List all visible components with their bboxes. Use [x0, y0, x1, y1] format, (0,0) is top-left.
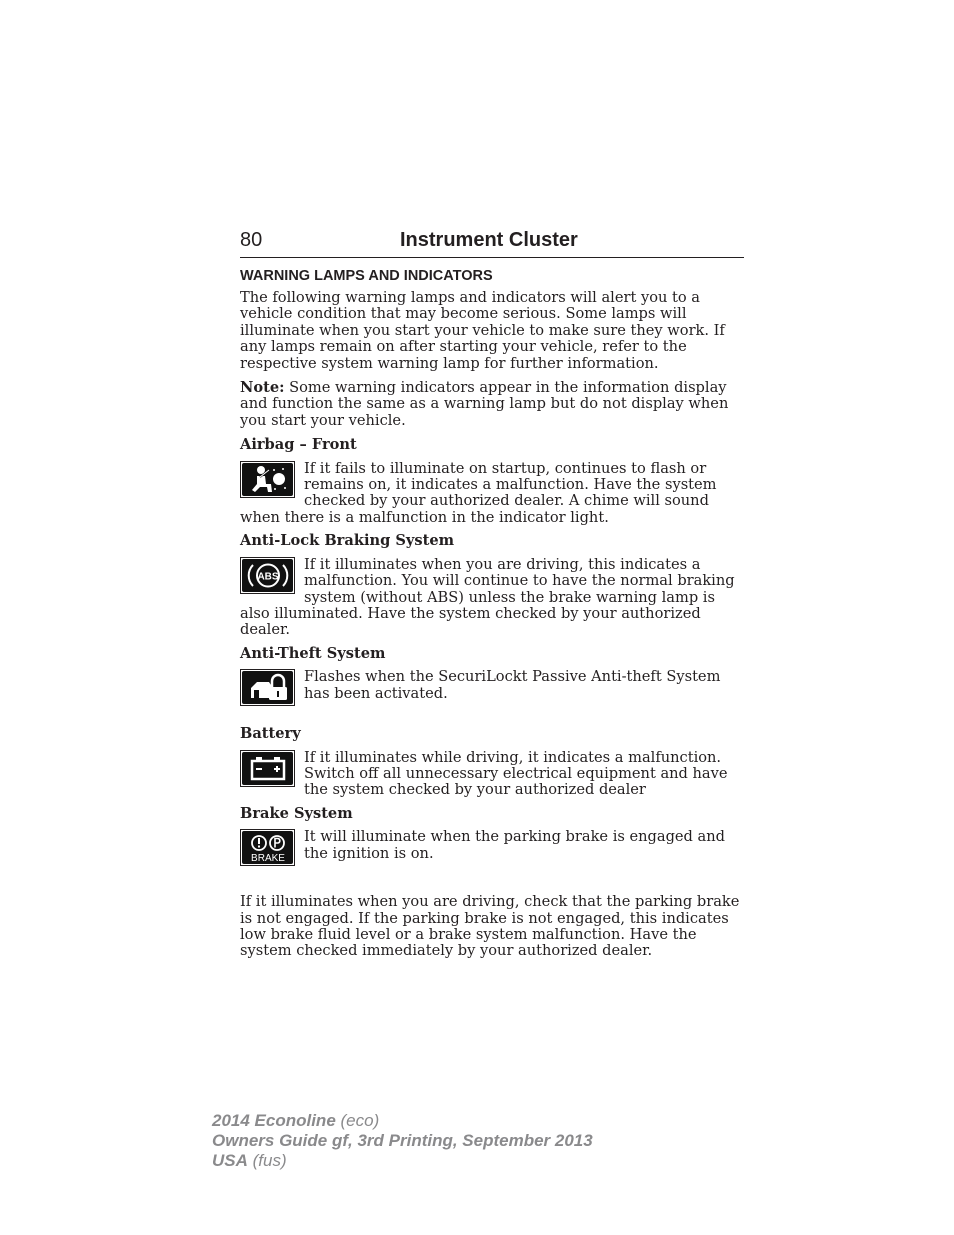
airbag-icon	[240, 461, 295, 498]
note-label: Note:	[240, 379, 285, 397]
airbag-entry	[240, 461, 744, 527]
airbag-text: If it fails to illuminate on startup, continues to flash or remains on, it indicates a malfunction. Have the system checked by your authorized dealer. A chime will sound when there is a malfunction in the indicator light.	[240, 460, 717, 526]
footer-market: USA	[212, 1151, 248, 1170]
note-paragraph	[240, 380, 744, 429]
anti-theft-lock-icon	[240, 669, 295, 706]
footer-model-code: (eco)	[335, 1111, 380, 1130]
abs-icon	[240, 557, 295, 594]
page-number: 80	[240, 229, 263, 251]
anti-theft-text: Flashes when the SecuriLockt Passive Anti-theft System has been activated.	[304, 669, 721, 702]
footer-market-code: (fus)	[247, 1151, 287, 1170]
brake-icon-label: BRAKE	[250, 852, 285, 864]
airbag-title: Airbag – Front	[240, 436, 357, 454]
chapter-title: Instrument Cluster	[400, 229, 578, 251]
brake-entry	[240, 829, 744, 868]
abs-icon-label: ABS	[256, 571, 279, 583]
footer-line-2: Owners Guide gf, 3rd Printing, September 2013	[212, 1131, 593, 1150]
battery-icon	[240, 750, 295, 787]
anti-theft-entry	[240, 669, 744, 708]
battery-entry	[240, 750, 744, 799]
brake-followup-paragraph: If it illuminates when you are driving, check that the parking brake is not engaged. If the parking brake is not engaged, this indicates low brake fluid level or a brake system malfunction. Have the system checked immediately by your authorized dealer.	[240, 893, 740, 960]
page-header	[240, 229, 744, 258]
note-text: Some warning indicators appear in the information display and function the same as a warning lamp but do not display when you start your vehicle.	[240, 379, 729, 429]
brake-text: It will illuminate when the parking brake is engaged and the ignition is on.	[304, 829, 725, 862]
brake-icon	[240, 829, 295, 866]
footer-model: 2014 Econoline	[212, 1111, 336, 1130]
anti-theft-title: Anti-Theft System	[240, 644, 386, 662]
abs-text: If it illuminates when you are driving, this indicates a malfunction. You will continue to have the normal braking system (without ABS) unless the brake warning lamp is also illuminated. Have the system checked by your authorized dealer.	[240, 556, 735, 639]
battery-title: Battery	[240, 725, 301, 743]
footer-line-1	[212, 1111, 593, 1131]
footer-line-3	[212, 1151, 593, 1171]
abs-entry	[240, 557, 744, 639]
document-footer	[212, 1111, 593, 1171]
intro-paragraph: The following warning lamps and indicators will alert you to a vehicle condition that may become serious. Some lamps will illuminate when you start your vehicle to make sure they work. If any lamps remain on after starting your vehicle, refer to the respective system warning lamp for further information.	[240, 289, 725, 372]
brake-title: Brake System	[240, 804, 353, 822]
manual-page	[240, 229, 744, 968]
abs-title: Anti-Lock Braking System	[240, 532, 455, 550]
battery-text: If it illuminates while driving, it indicates a malfunction. Switch off all unnecessary electrical equipment and have the system checked by your authorized dealer	[304, 749, 728, 799]
section-title: WARNING LAMPS AND INDICATORS	[240, 268, 493, 284]
